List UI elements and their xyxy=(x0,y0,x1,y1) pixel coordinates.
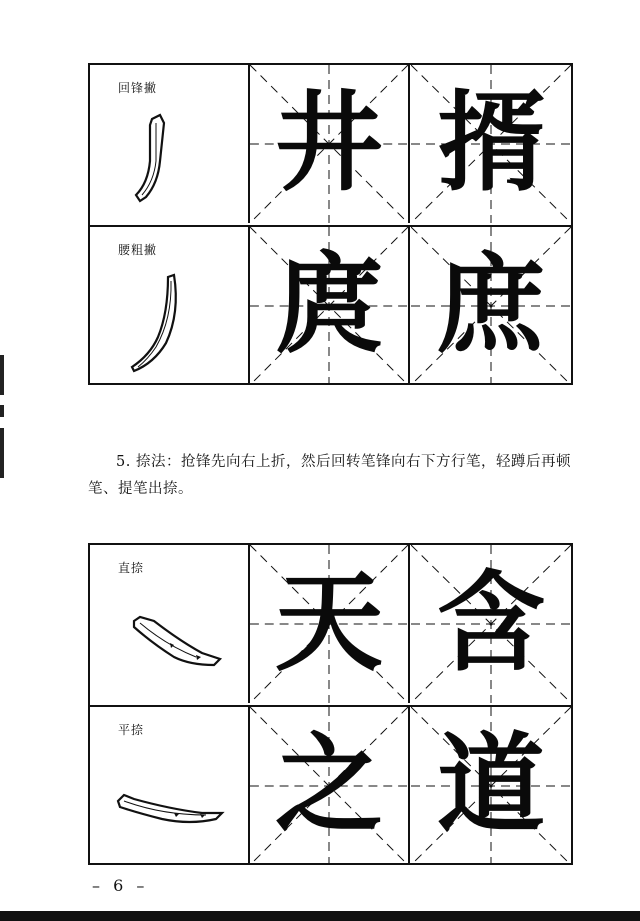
technique-paragraph xyxy=(88,449,588,503)
grid-row xyxy=(90,65,571,223)
character-cell xyxy=(250,227,410,385)
calligraphy-character: 庹 xyxy=(274,243,383,368)
ping-na-stroke-icon xyxy=(110,743,230,853)
scan-mark xyxy=(0,355,4,395)
page-left-edge xyxy=(0,0,6,921)
calligraphy-character: 道 xyxy=(436,723,545,848)
scan-mark xyxy=(0,405,4,417)
paragraph-line: 5. 捺法：抢锋先向右上折，然后回转笔锋向右下方行笔，轻蹲后再顿 xyxy=(116,454,571,470)
calligraphy-character: 之 xyxy=(274,723,383,848)
character-cell xyxy=(250,65,410,223)
grid-row xyxy=(90,705,571,865)
grid-row xyxy=(90,225,571,385)
stroke-demo-cell xyxy=(90,65,250,223)
stroke-label: 直捺 xyxy=(118,561,145,575)
stroke-demo-cell xyxy=(90,545,250,703)
character-cell xyxy=(411,707,571,865)
stroke-demo-cell xyxy=(90,707,250,865)
calligraphy-character: 天 xyxy=(274,561,383,686)
scan-mark xyxy=(0,428,4,478)
calligraphy-character: 含 xyxy=(436,561,545,686)
character-cell xyxy=(250,545,410,703)
practice-grid-top xyxy=(88,63,573,385)
practice-grid-bottom xyxy=(88,543,573,865)
zhi-na-stroke-icon xyxy=(110,581,230,691)
character-cell xyxy=(250,707,410,865)
page-number: – 6 – xyxy=(92,876,149,895)
stroke-label: 平捺 xyxy=(118,723,145,737)
character-cell xyxy=(411,227,571,385)
grid-row xyxy=(90,545,571,703)
yao-cu-pie-stroke-icon xyxy=(110,263,230,373)
scan-bottom-edge xyxy=(0,911,640,921)
paragraph-line: 笔、提笔出捺。 xyxy=(88,481,193,497)
calligraphy-character: 庶 xyxy=(436,243,545,368)
stroke-label: 腰粗撇 xyxy=(118,243,158,257)
character-cell xyxy=(411,65,571,223)
calligraphy-character: 井 xyxy=(274,81,383,206)
calligraphy-character: 揟 xyxy=(436,81,545,206)
stroke-label: 回锋撇 xyxy=(118,81,158,95)
stroke-demo-cell xyxy=(90,227,250,385)
character-cell xyxy=(411,545,571,703)
hui-feng-pie-stroke-icon xyxy=(110,101,230,211)
